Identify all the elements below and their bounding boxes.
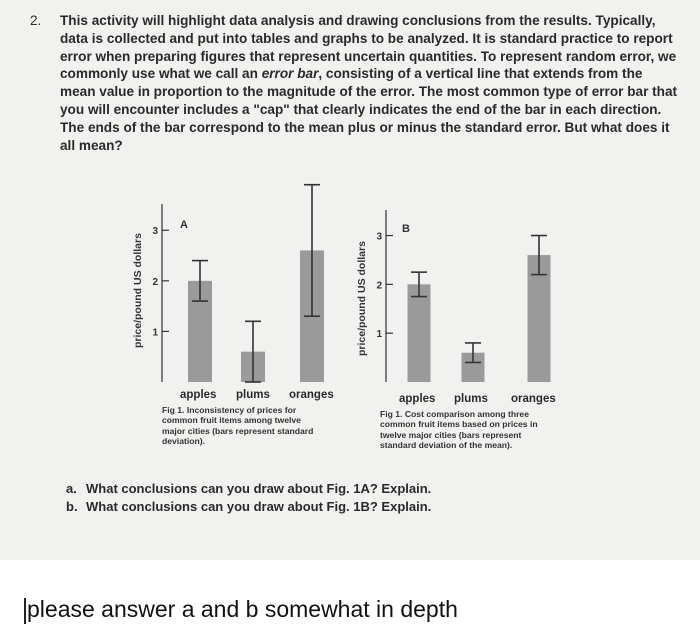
- figure-b-category-apples: apples: [399, 393, 436, 405]
- figure-b-tick-label-2: 2: [376, 280, 382, 292]
- subquestion-a-text: What conclusions can you draw about Fig. 1A? Explain.: [86, 481, 432, 496]
- subquestion-b-text: What conclusions can you draw about Fig. 1B? Explain.: [86, 499, 432, 514]
- figure-b-category-oranges: oranges: [511, 393, 556, 405]
- figure-a-ylabel: price/pound US dollars: [132, 233, 144, 348]
- subquestion-a-letter: a.: [66, 481, 77, 496]
- figure-b-tick-label-3: 3: [376, 231, 382, 243]
- figure-b-caption: Fig 1. Cost comparison among three common fruit items based on prices in twelve major cities (bars represent standard deviation of the mean).: [380, 409, 538, 451]
- question-text-intro: This activity will highlight data analysis and drawing conclusions from the results. Typically, data is collected and put into tables and graphs to be analyzed. It is standard practice to report error when preparing figures that represent uncertain quantities. To represent random error, we commonly use what we call an: [60, 13, 677, 82]
- subquestion-b: [66, 498, 431, 516]
- subquestion-b-letter: b.: [66, 499, 78, 514]
- figure-a-category-plums: plums: [236, 389, 270, 401]
- text-cursor: [24, 598, 26, 624]
- figure-a-panel-label: A: [180, 219, 188, 231]
- user-request: please answer a and b somewhat in depth: [27, 596, 458, 622]
- figure-b-ylabel: price/pound US dollars: [356, 241, 368, 356]
- figure-a-caption: Fig 1. Inconsistency of prices for common fruit items among twelve major cities (bars represent standard deviation).: [162, 405, 314, 447]
- question-text-rest: , consisting of a vertical line that extends from the mean value in proportion to the magnitude of the error. The most common type of error bar that you will encounter includes a "cap" that clearly indicates the end of the bar in each direction. The ends of the bar correspond to the mean plus or minus the standard error. But what does it all mean?: [60, 66, 678, 153]
- figure-b-tick-label-1: 1: [376, 329, 382, 341]
- figure-a-category-apples: apples: [180, 389, 217, 401]
- figure-a-tick-label-2: 2: [152, 276, 158, 288]
- figure-b-bar-apples: [408, 284, 431, 382]
- figure-a-tick-label-3: 3: [152, 226, 158, 238]
- figure-a-tick-label-1: 1: [152, 327, 158, 339]
- figure-a-category-oranges: oranges: [289, 389, 334, 401]
- subquestions: [66, 480, 431, 516]
- error-bar-term: error bar: [261, 66, 319, 82]
- figure-b-category-plums: plums: [454, 393, 488, 405]
- subquestion-a: [66, 480, 431, 498]
- figure-b-panel-label: B: [402, 223, 410, 235]
- question-number: 2.: [30, 13, 42, 28]
